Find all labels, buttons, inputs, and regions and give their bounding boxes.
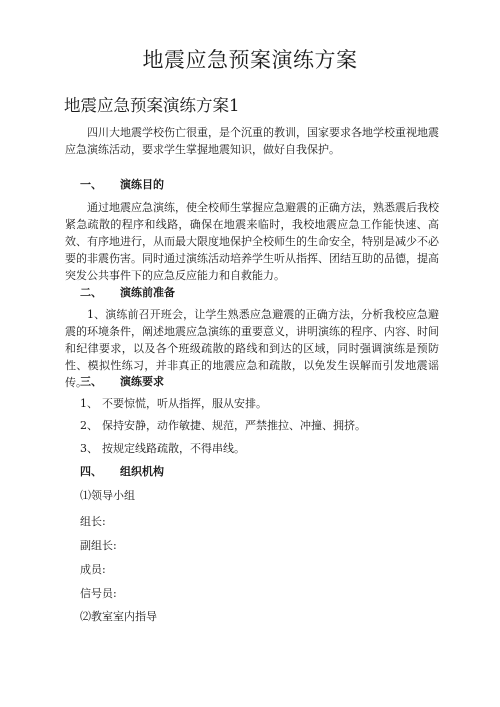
section-heading-requirements bbox=[80, 374, 164, 390]
section-number: 二、 bbox=[80, 286, 102, 299]
org-line-leadership-group: ⑴领导小组 bbox=[80, 489, 135, 502]
org-line-deputy-leader: 副组长: bbox=[80, 539, 117, 552]
section-number: 三、 bbox=[80, 375, 102, 388]
intro-paragraph: 四川大地震学校伤亡很重，是个沉重的教训，国家要求各地学校重视地震应急演练活动，要求学生掌握地震知识，做好自我保护。 bbox=[65, 126, 439, 156]
preparation-paragraph: 1、演练前召开班会，让学生熟悉应急避震的正确方法，分析我校应急避震的环境条件，阐述地震应急演练的重要意义，讲明演练的程序、内容、时间和纪律要求，以及各个班级疏散的路线和到达的区域，同时强调演练是预防性、模拟性练习，并非真正的地震应急和疏散，以免发生误解而引发地震谣传。 bbox=[65, 308, 439, 389]
section-heading-text: 组织机构 bbox=[120, 465, 164, 478]
item-text: 按规定线路疏散，不得串线。 bbox=[102, 442, 245, 455]
section-heading-text: 演练前准备 bbox=[120, 286, 175, 299]
requirement-item bbox=[80, 418, 366, 434]
purpose-paragraph: 通过地震应急演练，使全校师生掌握应急避震的正确方法，熟悉震后我校紧急疏散的程序和线路，确保在地震来临时，我校地震应急工作能快速、高效、有序地进行，从而最大限度地保护全校师生的生命安全，特别是减少不必要的非震伤害。同时通过演练活动培养学生听从指挥、团结互助的品德，提高突发公共事件下的应急反应能力和自救能力。 bbox=[65, 201, 439, 282]
item-number: 2、 bbox=[80, 419, 98, 432]
section-number: 四、 bbox=[80, 465, 102, 478]
item-number: 3、 bbox=[80, 442, 98, 455]
requirement-item bbox=[80, 396, 267, 412]
section-heading-preparation bbox=[80, 285, 175, 301]
org-line-classroom-guidance: ⑵教室室内指导 bbox=[80, 610, 157, 623]
org-line-members: 成员: bbox=[80, 563, 106, 576]
section-heading-purpose bbox=[80, 177, 164, 193]
document-title: 地震应急预案演练方案 bbox=[142, 48, 358, 72]
section-heading-text: 演练目的 bbox=[120, 178, 164, 191]
item-number: 1、 bbox=[80, 397, 98, 410]
requirement-item bbox=[80, 441, 245, 457]
org-line-leader: 组长: bbox=[80, 515, 106, 528]
item-text: 不要惊慌，听从指挥，服从安排。 bbox=[102, 397, 267, 410]
section-number: 一、 bbox=[80, 178, 102, 191]
section-heading-text: 演练要求 bbox=[120, 375, 164, 388]
org-line-signaler: 信号员: bbox=[80, 587, 117, 600]
section-heading-organization bbox=[80, 464, 164, 480]
section-subtitle: 地震应急预案演练方案1 bbox=[64, 96, 240, 115]
item-text: 保持安静，动作敏捷、规范，严禁推拉、冲撞、拥挤。 bbox=[102, 419, 366, 432]
